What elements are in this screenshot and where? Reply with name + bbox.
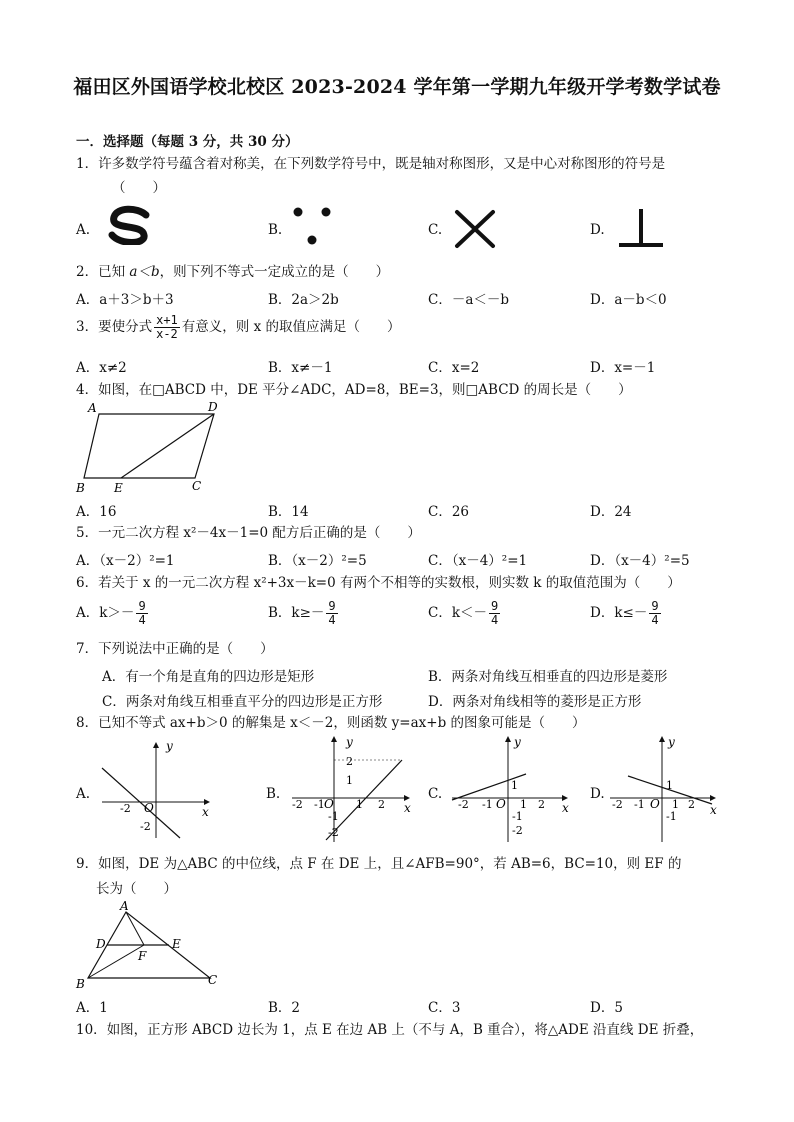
q2-stem bbox=[76, 263, 389, 281]
q8b-y-tick-1: 1 bbox=[346, 774, 353, 787]
q8-graph-c bbox=[448, 732, 574, 844]
section-heading: 一．选择题（每题 3 分，共 30 分） bbox=[76, 134, 299, 150]
q1-label-b: B. bbox=[268, 222, 283, 238]
q8a-y-tick: -2 bbox=[140, 820, 151, 833]
q4-stem bbox=[76, 381, 632, 399]
q2-option-d: D．a－b＜0 bbox=[590, 292, 667, 308]
q1-number: 1． bbox=[76, 156, 99, 172]
q1-symbol-dots bbox=[290, 204, 340, 250]
q2-number: 2． bbox=[76, 264, 99, 280]
q6-option-b bbox=[268, 600, 340, 627]
q3-text-a: 要使分式 bbox=[98, 319, 153, 335]
q1-stem bbox=[76, 155, 665, 173]
q8b-y-tick-neg1: -1 bbox=[328, 810, 339, 823]
q4-parallelogram-figure bbox=[74, 400, 234, 496]
q8c-x-tick-neg2: -2 bbox=[458, 798, 469, 811]
q6-b-den: 4 bbox=[328, 613, 336, 627]
q3-denominator: x-2 bbox=[156, 327, 178, 341]
q4-label-e: E bbox=[114, 481, 123, 495]
q6-option-a bbox=[76, 600, 150, 627]
q8-label-a: A. bbox=[76, 786, 91, 802]
q8c-origin: O bbox=[496, 797, 506, 811]
q8-label-c: C. bbox=[428, 786, 443, 802]
q6-option-a-label: A．k＞－ bbox=[76, 605, 135, 621]
q4-number: 4． bbox=[76, 382, 99, 398]
q8b-y-tick-neg2: -2 bbox=[328, 826, 339, 839]
q8b-y-label: y bbox=[346, 735, 353, 749]
q8d-x-tick-1: 1 bbox=[672, 798, 679, 811]
q6-d-num: 9 bbox=[651, 599, 659, 613]
q6-b-num: 9 bbox=[328, 599, 336, 613]
q9-stem bbox=[76, 855, 681, 873]
q8d-x-label: x bbox=[710, 803, 717, 817]
q6-stem bbox=[76, 574, 681, 592]
q8c-y-tick-neg2: -2 bbox=[512, 824, 523, 837]
q8-graph-d bbox=[606, 732, 722, 844]
q5-option-b: B．（x－2）²=5 bbox=[268, 553, 367, 569]
q2-text-b: ，则下列不等式一定成立的是（ ） bbox=[159, 264, 390, 280]
q8a-y-label: y bbox=[166, 739, 173, 753]
q4-label-b: B bbox=[76, 481, 85, 495]
q5-option-c: C．（x－4）²=1 bbox=[428, 553, 528, 569]
q3-option-d: D．x=－1 bbox=[590, 360, 656, 376]
q7-option-a: A．有一个角是直角的四边形是矩形 bbox=[102, 669, 315, 685]
q6-option-a-fraction bbox=[136, 600, 147, 627]
q8-label-d: D. bbox=[590, 786, 605, 802]
q6-option-d-fraction bbox=[649, 600, 660, 627]
q8d-x-tick-neg2: -2 bbox=[612, 798, 623, 811]
q8b-x-tick-neg1: -1 bbox=[314, 798, 325, 811]
q9-label-d: D bbox=[96, 937, 106, 951]
q8-text: 已知不等式 ax+b＞0 的解集是 x＜－2，则函数 y=ax+b 的图象可能是（ ） bbox=[98, 715, 586, 731]
q4-option-c: C．26 bbox=[428, 504, 470, 520]
q7-text: 下列说法中正确的是（ ） bbox=[98, 641, 274, 657]
q8c-x-tick-neg1: -1 bbox=[482, 798, 493, 811]
q8a-x-label: x bbox=[202, 805, 209, 819]
q3-fraction bbox=[154, 314, 180, 341]
q8c-x-label: x bbox=[562, 801, 569, 815]
q9-triangle-figure bbox=[74, 900, 234, 992]
q9-label-b: B bbox=[76, 977, 85, 991]
q9-label-e: E bbox=[172, 937, 181, 951]
q10-text: 如图，正方形 ABCD 边长为 1，点 E 在边 AB 上（不与 A，B 重合），将△ADE 沿直线 DE 折叠， bbox=[106, 1022, 704, 1038]
q7-option-c: C．两条对角线互相垂直平分的四边形是正方形 bbox=[102, 694, 383, 710]
q3-stem bbox=[76, 314, 400, 341]
page-title: 福田区外国语学校北校区 2023-2024 学年第一学期九年级开学考数学试卷 bbox=[73, 76, 721, 98]
q6-option-b-label: B．k≥－ bbox=[268, 605, 325, 621]
q9-label-f: F bbox=[138, 949, 147, 963]
q8a-x-tick: -2 bbox=[120, 802, 131, 815]
q9-number: 9． bbox=[76, 856, 99, 872]
q5-option-d: D．（x－4）²=5 bbox=[590, 553, 690, 569]
q5-stem bbox=[76, 524, 421, 542]
q3-number: 3． bbox=[76, 319, 99, 335]
q9-stem-line2: 长为（ ） bbox=[96, 881, 177, 897]
q6-option-d bbox=[590, 600, 663, 627]
q8b-origin: O bbox=[324, 797, 334, 811]
q10-number: 10． bbox=[76, 1022, 107, 1038]
q7-number: 7． bbox=[76, 641, 99, 657]
q8-label-b: B. bbox=[266, 786, 281, 802]
q6-option-c-fraction bbox=[489, 600, 500, 627]
q1-label-a: A. bbox=[76, 222, 91, 238]
q2-option-b: B．2a＞2b bbox=[268, 292, 339, 308]
q6-d-den: 4 bbox=[651, 613, 659, 627]
q3-numerator: x+1 bbox=[156, 313, 178, 327]
q7-option-b: B．两条对角线互相垂直的四边形是菱形 bbox=[428, 669, 668, 685]
q6-a-den: 4 bbox=[138, 613, 146, 627]
q3-option-b: B．x≠－1 bbox=[268, 360, 333, 376]
q2-condition: a＜b bbox=[129, 264, 160, 280]
q9-option-c: C．3 bbox=[428, 1000, 461, 1016]
q5-text: 一元二次方程 x²－4x－1=0 配方后正确的是（ ） bbox=[98, 525, 421, 541]
q5-option-a: A．（x－2）²=1 bbox=[76, 553, 175, 569]
q4-label-a: A bbox=[88, 401, 97, 415]
q4-option-d: D．24 bbox=[590, 504, 632, 520]
q7-option-d: D．两条对角线相等的菱形是正方形 bbox=[428, 694, 642, 710]
q8b-x-tick-2: 2 bbox=[378, 798, 385, 811]
q6-option-d-label: D．k≤－ bbox=[590, 605, 648, 621]
q1-symbol-perp bbox=[615, 205, 667, 251]
q7-stem bbox=[76, 640, 274, 658]
q2-option-c: C．－a＜－b bbox=[428, 292, 510, 308]
q8b-x-label: x bbox=[404, 801, 411, 815]
q8d-x-tick-neg1: -1 bbox=[634, 798, 645, 811]
q8d-y-tick-neg1: -1 bbox=[666, 810, 677, 823]
q3-option-a: A．x≠2 bbox=[76, 360, 127, 376]
q4-label-d: D bbox=[208, 400, 218, 414]
q9-option-b: B．2 bbox=[268, 1000, 301, 1016]
q8d-x-tick-2: 2 bbox=[688, 798, 695, 811]
q9-label-c: C bbox=[208, 973, 218, 987]
q8c-y-tick-1: 1 bbox=[511, 779, 518, 792]
q4-option-a: A．16 bbox=[76, 504, 117, 520]
q9-label-a: A bbox=[120, 900, 129, 913]
q1-text: 许多数学符号蕴含着对称美，在下列数学符号中，既是轴对称图形，又是中心对称图形的符号是 bbox=[98, 156, 666, 172]
q8d-origin: O bbox=[650, 797, 660, 811]
q2-text-a: 已知 bbox=[98, 264, 130, 280]
q8-graph-a bbox=[96, 738, 220, 842]
q6-text: 若关于 x 的一元二次方程 x²+3x－k=0 有两个不相等的实数根，则实数 k 的取值范围为（ ） bbox=[98, 575, 681, 591]
q6-a-num: 9 bbox=[138, 599, 146, 613]
q8d-y-tick-1: 1 bbox=[666, 779, 673, 792]
q6-option-c-label: C．k＜－ bbox=[428, 605, 488, 621]
q3-option-c: C．x=2 bbox=[428, 360, 480, 376]
q8a-origin: O bbox=[144, 801, 154, 815]
q6-option-b-fraction bbox=[326, 600, 337, 627]
q8c-x-tick-2: 2 bbox=[538, 798, 545, 811]
q1-bracket: （ ） bbox=[112, 180, 166, 196]
q4-option-b: B．14 bbox=[268, 504, 309, 520]
q8c-y-label: y bbox=[514, 735, 521, 749]
q6-option-c bbox=[428, 600, 502, 627]
q8c-x-tick-1: 1 bbox=[520, 798, 527, 811]
q8c-y-tick-neg1: -1 bbox=[512, 810, 523, 823]
q2-option-a: A．a＋3＞b＋3 bbox=[76, 292, 174, 308]
q8b-x-tick-neg2: -2 bbox=[292, 798, 303, 811]
q8-graph-b bbox=[286, 732, 416, 844]
q4-label-c: C bbox=[192, 479, 202, 493]
q5-number: 5． bbox=[76, 525, 99, 541]
q8-stem bbox=[76, 714, 586, 732]
q8-number: 8． bbox=[76, 715, 99, 731]
q1-label-c: C. bbox=[428, 222, 443, 238]
q9-option-a: A．1 bbox=[76, 1000, 108, 1016]
q6-number: 6． bbox=[76, 575, 99, 591]
q4-text: 如图，在□ABCD 中，DE 平分∠ADC，AD=8，BE=3，则□ABCD 的周长是（ ） bbox=[98, 382, 632, 398]
q8b-x-tick-1: 1 bbox=[356, 798, 363, 811]
q1-symbol-cross bbox=[452, 208, 498, 250]
q10-stem bbox=[76, 1021, 703, 1039]
q8b-y-tick-2: 2 bbox=[346, 755, 353, 768]
q1-symbol-s bbox=[102, 205, 158, 245]
q1-label-d: D. bbox=[590, 222, 605, 238]
q8d-y-label: y bbox=[668, 735, 675, 749]
q6-c-den: 4 bbox=[491, 613, 499, 627]
q9-text: 如图，DE 为△ABC 的中位线，点 F 在 DE 上，且∠AFB=90°，若 AB=6，BC=10，则 EF 的 bbox=[98, 856, 682, 872]
q6-c-num: 9 bbox=[491, 599, 499, 613]
q3-text-b: 有意义，则 x 的取值应满足（ ） bbox=[181, 319, 401, 335]
q9-option-d: D．5 bbox=[590, 1000, 623, 1016]
